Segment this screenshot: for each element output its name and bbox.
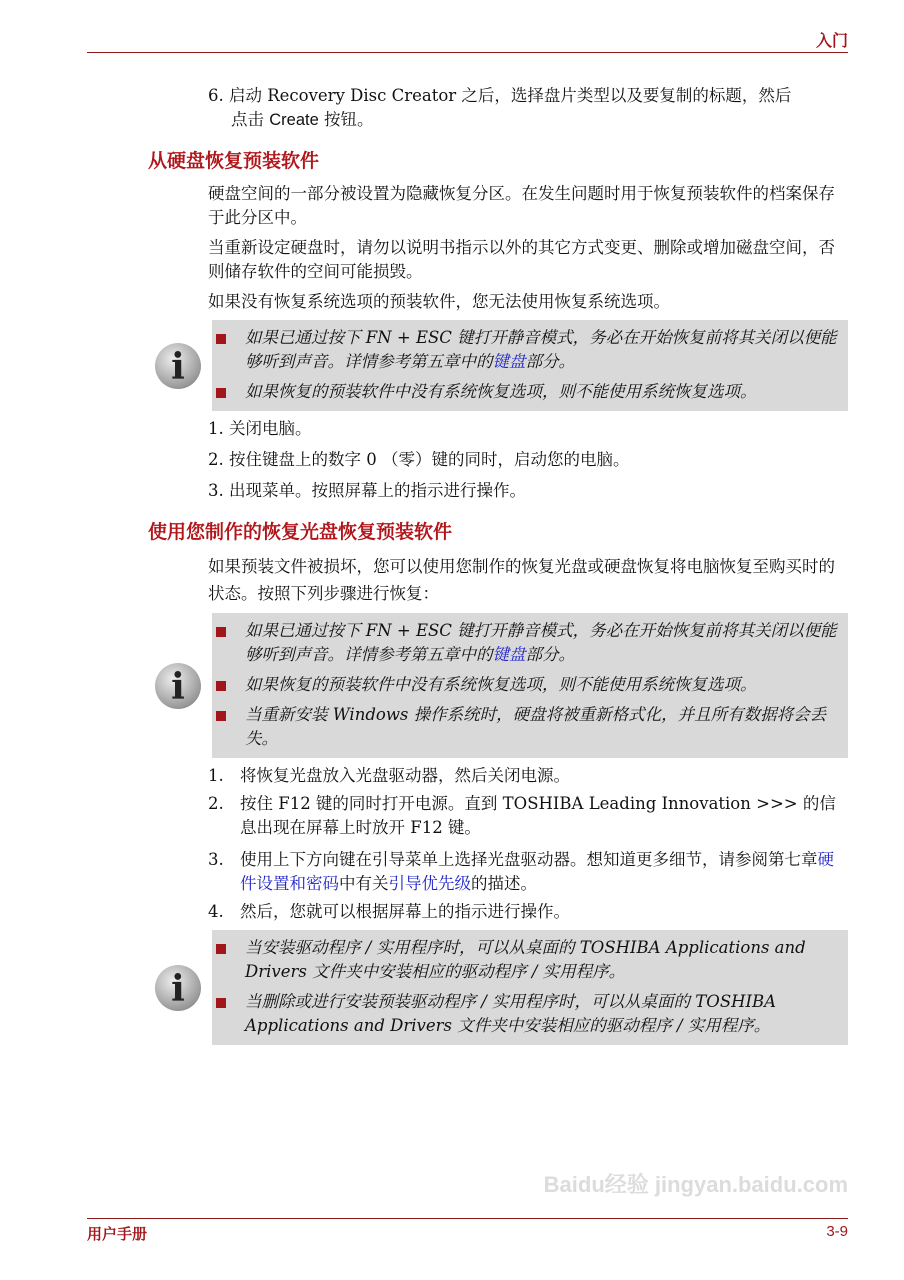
boot-priority-link[interactable]: 引导优先级: [388, 874, 471, 893]
bullet-icon: [216, 388, 226, 398]
step-6: 6. 启动 Recovery Disc Creator 之后，选择盘片类型以及要复制的标题，然后 点击 Create 按钮。: [208, 86, 792, 129]
note-item: 当删除或进行安装预装驱动程序 / 实用程序时，可以从桌面的 TOSHIBA Applications and Drivers 文件夹中安装相应的驱动程序 / 实用程序。: [212, 990, 848, 1038]
note-item: 如果恢复的预装软件中没有系统恢复选项，则不能使用系统恢复选项。: [212, 380, 848, 404]
info-icon: i: [155, 343, 201, 389]
watermark: Baidu经验 jingyan.baidu.com: [543, 1172, 848, 1197]
note-box: [212, 613, 848, 758]
main-content: [148, 84, 848, 1051]
note-block: [171, 320, 848, 411]
paragraph: 如果预装文件被损坏，您可以使用您制作的恢复光盘或硬盘恢复将电脑恢复至购买时的状态。按照下列步骤进行恢复：: [208, 557, 835, 603]
bullet-icon: [216, 944, 226, 954]
paragraph: 硬盘空间的一部分被设置为隐藏恢复分区。在发生问题时用于恢复预装软件的档案保存于此分区中。: [208, 184, 835, 227]
note-item: 当重新安装 Windows 操作系统时，硬盘将被重新格式化，并且所有数据将会丢失。: [212, 703, 848, 751]
info-icon: i: [155, 663, 201, 709]
note-item: 当安装驱动程序 / 实用程序时，可以从桌面的 TOSHIBA Applications and Drivers 文件夹中安装相应的驱动程序 / 实用程序。: [212, 936, 848, 984]
note-box: [212, 320, 848, 411]
note-box: [212, 930, 848, 1045]
paragraph: 如果没有恢复系统选项的预装软件，您无法使用恢复系统选项。: [208, 292, 670, 311]
step-list: 1. 关闭电脑。 2. 按住键盘上的数字 0 （零）键的同时，启动您的电脑。 3. 出现菜单。按照屏幕上的指示进行操作。: [208, 419, 630, 500]
bullet-icon: [216, 998, 226, 1008]
keyboard-link[interactable]: 键盘: [492, 352, 526, 371]
page-number: 3-9: [826, 1223, 848, 1240]
note-block: [171, 613, 848, 758]
keyboard-link[interactable]: 键盘: [492, 645, 526, 664]
header-rule: [87, 52, 848, 53]
note-block: [171, 930, 848, 1045]
section-title: 从硬盘恢复预装软件: [148, 150, 320, 172]
section-header: 入门: [815, 33, 848, 50]
note-item: 如果已通过按下 FN + ESC 键打开静音模式，务必在开始恢复前将其关闭以便能够听到声音。详情参考第五章中的键盘部分。: [212, 326, 848, 374]
info-icon: i: [155, 965, 201, 1011]
numbered-list: 1. 将恢复光盘放入光盘驱动器，然后关闭电源。 2. 按住 F12 键的同时打开电源。直到 TOSHIBA Leading Innovation >>> 的信息出现在屏幕上时放开 F12 键。 3. 使用上下方向键在引导菜单上选择光盘驱动器。想知道更多细节，请参阅第七章硬件设置和密码中有关引导优先级的描述。 4. 然后，您就可以根据屏幕上的指示进行操作。: [208, 766, 836, 921]
hardware-setup-link[interactable]: 硬件设置和密码: [240, 850, 834, 893]
footer-rule: [87, 1218, 848, 1219]
bullet-icon: [216, 681, 226, 691]
note-item: 如果恢复的预装软件中没有系统恢复选项，则不能使用系统恢复选项。: [212, 673, 848, 697]
paragraph: 当重新设定硬盘时，请勿以说明书指示以外的其它方式变更、删除或增加磁盘空间，否则储存软件的空间可能损毁。: [208, 238, 835, 281]
section-title: 使用您制作的恢复光盘恢复预装软件: [148, 521, 453, 543]
footer-title: 用户手册: [87, 1226, 148, 1243]
bullet-icon: [216, 627, 226, 637]
bullet-icon: [216, 334, 226, 344]
bullet-icon: [216, 711, 226, 721]
note-item: 如果已通过按下 FN + ESC 键打开静音模式，务必在开始恢复前将其关闭以便能够听到声音。详情参考第五章中的键盘部分。: [212, 619, 848, 667]
